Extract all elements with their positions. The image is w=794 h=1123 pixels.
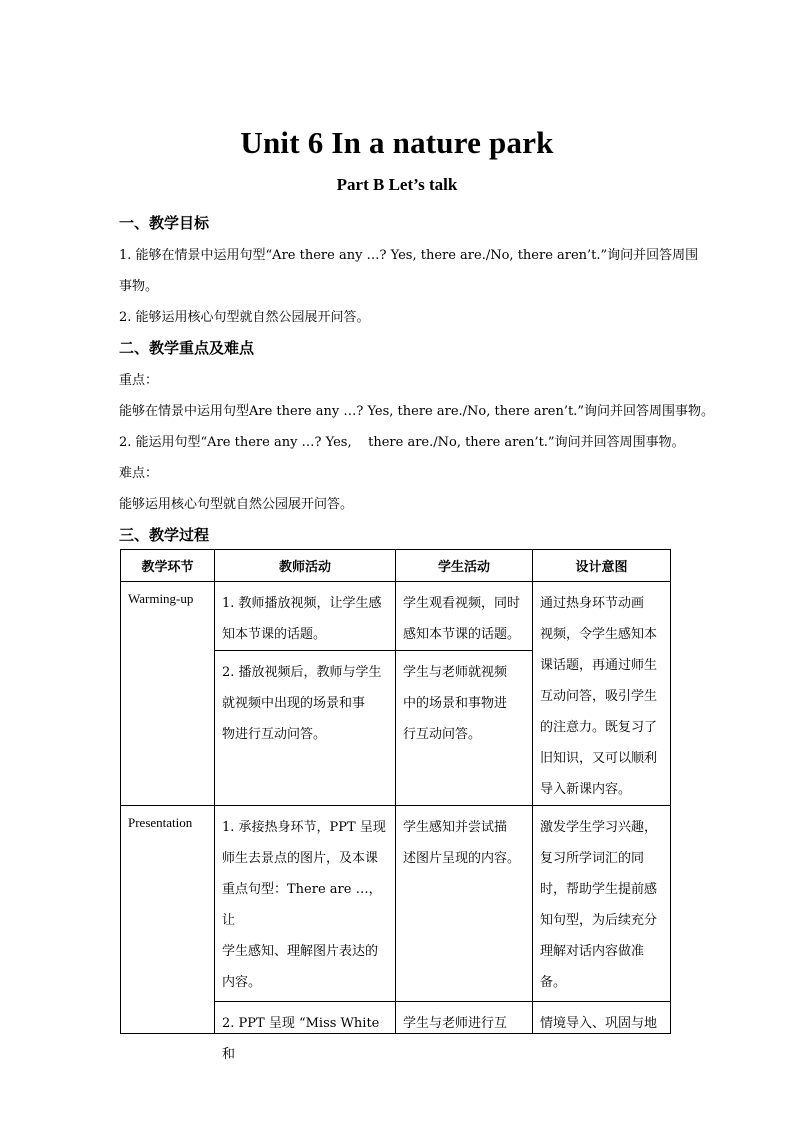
section-heading-process: 三、教学过程 — [119, 526, 210, 544]
teacher-activity-line: 师生去景点的图片，及本课 — [222, 851, 379, 866]
teacher-activity-line: 重点句型：There are …，让 — [222, 882, 382, 928]
difficult-point-line: 能够运用核心句型就自然公园展开问答。 — [119, 497, 354, 512]
teacher-activity-line: 1. 教师播放视频，让学生感 — [222, 596, 382, 611]
table-header-teacher: 教师活动 — [215, 550, 396, 582]
teacher-activity-line: 就视频中出现的场景和事 — [222, 696, 366, 711]
stage-name: Warming-up — [128, 591, 194, 606]
teacher-activity-cell — [215, 651, 396, 806]
table-header-stage: 教学环节 — [121, 550, 215, 582]
table-row — [121, 806, 671, 1002]
design-intent-cell — [533, 582, 671, 806]
design-intent-cell — [533, 1002, 671, 1034]
student-activity-cell — [396, 582, 533, 651]
design-intent-line: 课话题，再通过师生 — [540, 658, 658, 673]
design-intent-line: 旧知识，又可以顺利 — [540, 751, 658, 766]
goal-item-1-line-1: 1. 能够在情景中运用句型“Are there any …? Yes, there are./No, there aren’t.”询问并回答周围 — [119, 248, 699, 263]
teacher-activity-line: 学生感知、理解图片表达的 — [222, 944, 379, 959]
design-intent-line: 情境导入、巩固与地 — [540, 1016, 658, 1031]
design-intent-line: 备。 — [540, 975, 567, 990]
student-activity-line: 述图片呈现的内容。 — [403, 851, 521, 866]
design-intent-line: 导入新课内容。 — [540, 782, 632, 797]
difficult-point-label: 难点： — [119, 466, 159, 481]
teacher-activity-line: 知本节课的话题。 — [222, 627, 327, 642]
stage-name: Presentation — [128, 815, 193, 830]
page-title: Unit 6 In a nature park — [240, 125, 554, 160]
stage-cell — [121, 806, 215, 1034]
design-intent-line: 互动问答，吸引学生 — [540, 689, 658, 704]
design-intent-line: 时，帮助学生提前感 — [540, 882, 658, 897]
design-intent-line: 复习所学词汇的同 — [540, 851, 645, 866]
student-activity-line: 感知本节课的话题。 — [403, 627, 521, 642]
student-activity-line: 学生观看视频，同时 — [403, 596, 521, 611]
key-point-label: 重点： — [119, 373, 159, 388]
key-point-line-2: 2. 能运用句型“Are there any …? Yes, there are./No, there aren’t.”询问并回答周围事物。 — [119, 435, 685, 450]
student-activity-line: 学生感知并尝试描 — [403, 820, 508, 835]
stage-cell — [121, 582, 215, 806]
section-heading-focus: 二、教学重点及难点 — [119, 339, 255, 357]
student-activity-line: 学生与老师就视频 — [403, 665, 508, 680]
teacher-activity-line: 2. PPT 呈现 “Miss White 和 — [222, 1016, 380, 1062]
design-intent-cell — [533, 806, 671, 1002]
teacher-activity-cell — [215, 806, 396, 1002]
table-row — [121, 582, 671, 651]
teacher-activity-cell — [215, 582, 396, 651]
student-activity-line: 行互动问答。 — [403, 727, 482, 742]
table-header-student: 学生活动 — [396, 550, 533, 582]
goal-item-1-line-2: 事物。 — [119, 279, 159, 294]
section-heading-goals: 一、教学目标 — [119, 214, 210, 232]
goal-item-2: 2. 能够运用核心句型就自然公园展开问答。 — [119, 310, 370, 325]
teacher-activity-line: 2. 播放视频后，教师与学生 — [222, 665, 382, 680]
table-header-intent: 设计意图 — [533, 550, 671, 582]
key-point-line-1: 能够在情景中运用句型Are there any …? Yes, there are./No, there aren’t.”询问并回答周围事物。 — [119, 404, 715, 419]
student-activity-cell — [396, 1002, 533, 1034]
design-intent-line: 视频，令学生感知本 — [540, 627, 658, 642]
student-activity-cell — [396, 651, 533, 806]
teaching-process-table — [120, 549, 671, 1062]
table-header-row — [121, 550, 671, 582]
design-intent-line: 理解对话内容做准 — [540, 944, 645, 959]
student-activity-line: 中的场景和事物进 — [403, 696, 508, 711]
teacher-activity-line: 物进行互动问答。 — [222, 727, 327, 742]
teacher-activity-line: 内容。 — [222, 975, 262, 990]
design-intent-line: 的注意力。既复习了 — [540, 720, 658, 735]
page-subtitle: Part B Let’s talk — [336, 175, 458, 194]
student-activity-cell — [396, 806, 533, 1002]
design-intent-line: 激发学生学习兴趣， — [540, 820, 658, 835]
teacher-activity-line: 1. 承接热身环节，PPT 呈现 — [222, 820, 386, 835]
teacher-activity-cell — [215, 1002, 396, 1062]
design-intent-line: 知句型，为后续充分 — [540, 913, 658, 928]
student-activity-line: 学生与老师进行互 — [403, 1016, 508, 1031]
design-intent-line: 通过热身环节动画 — [540, 596, 645, 611]
